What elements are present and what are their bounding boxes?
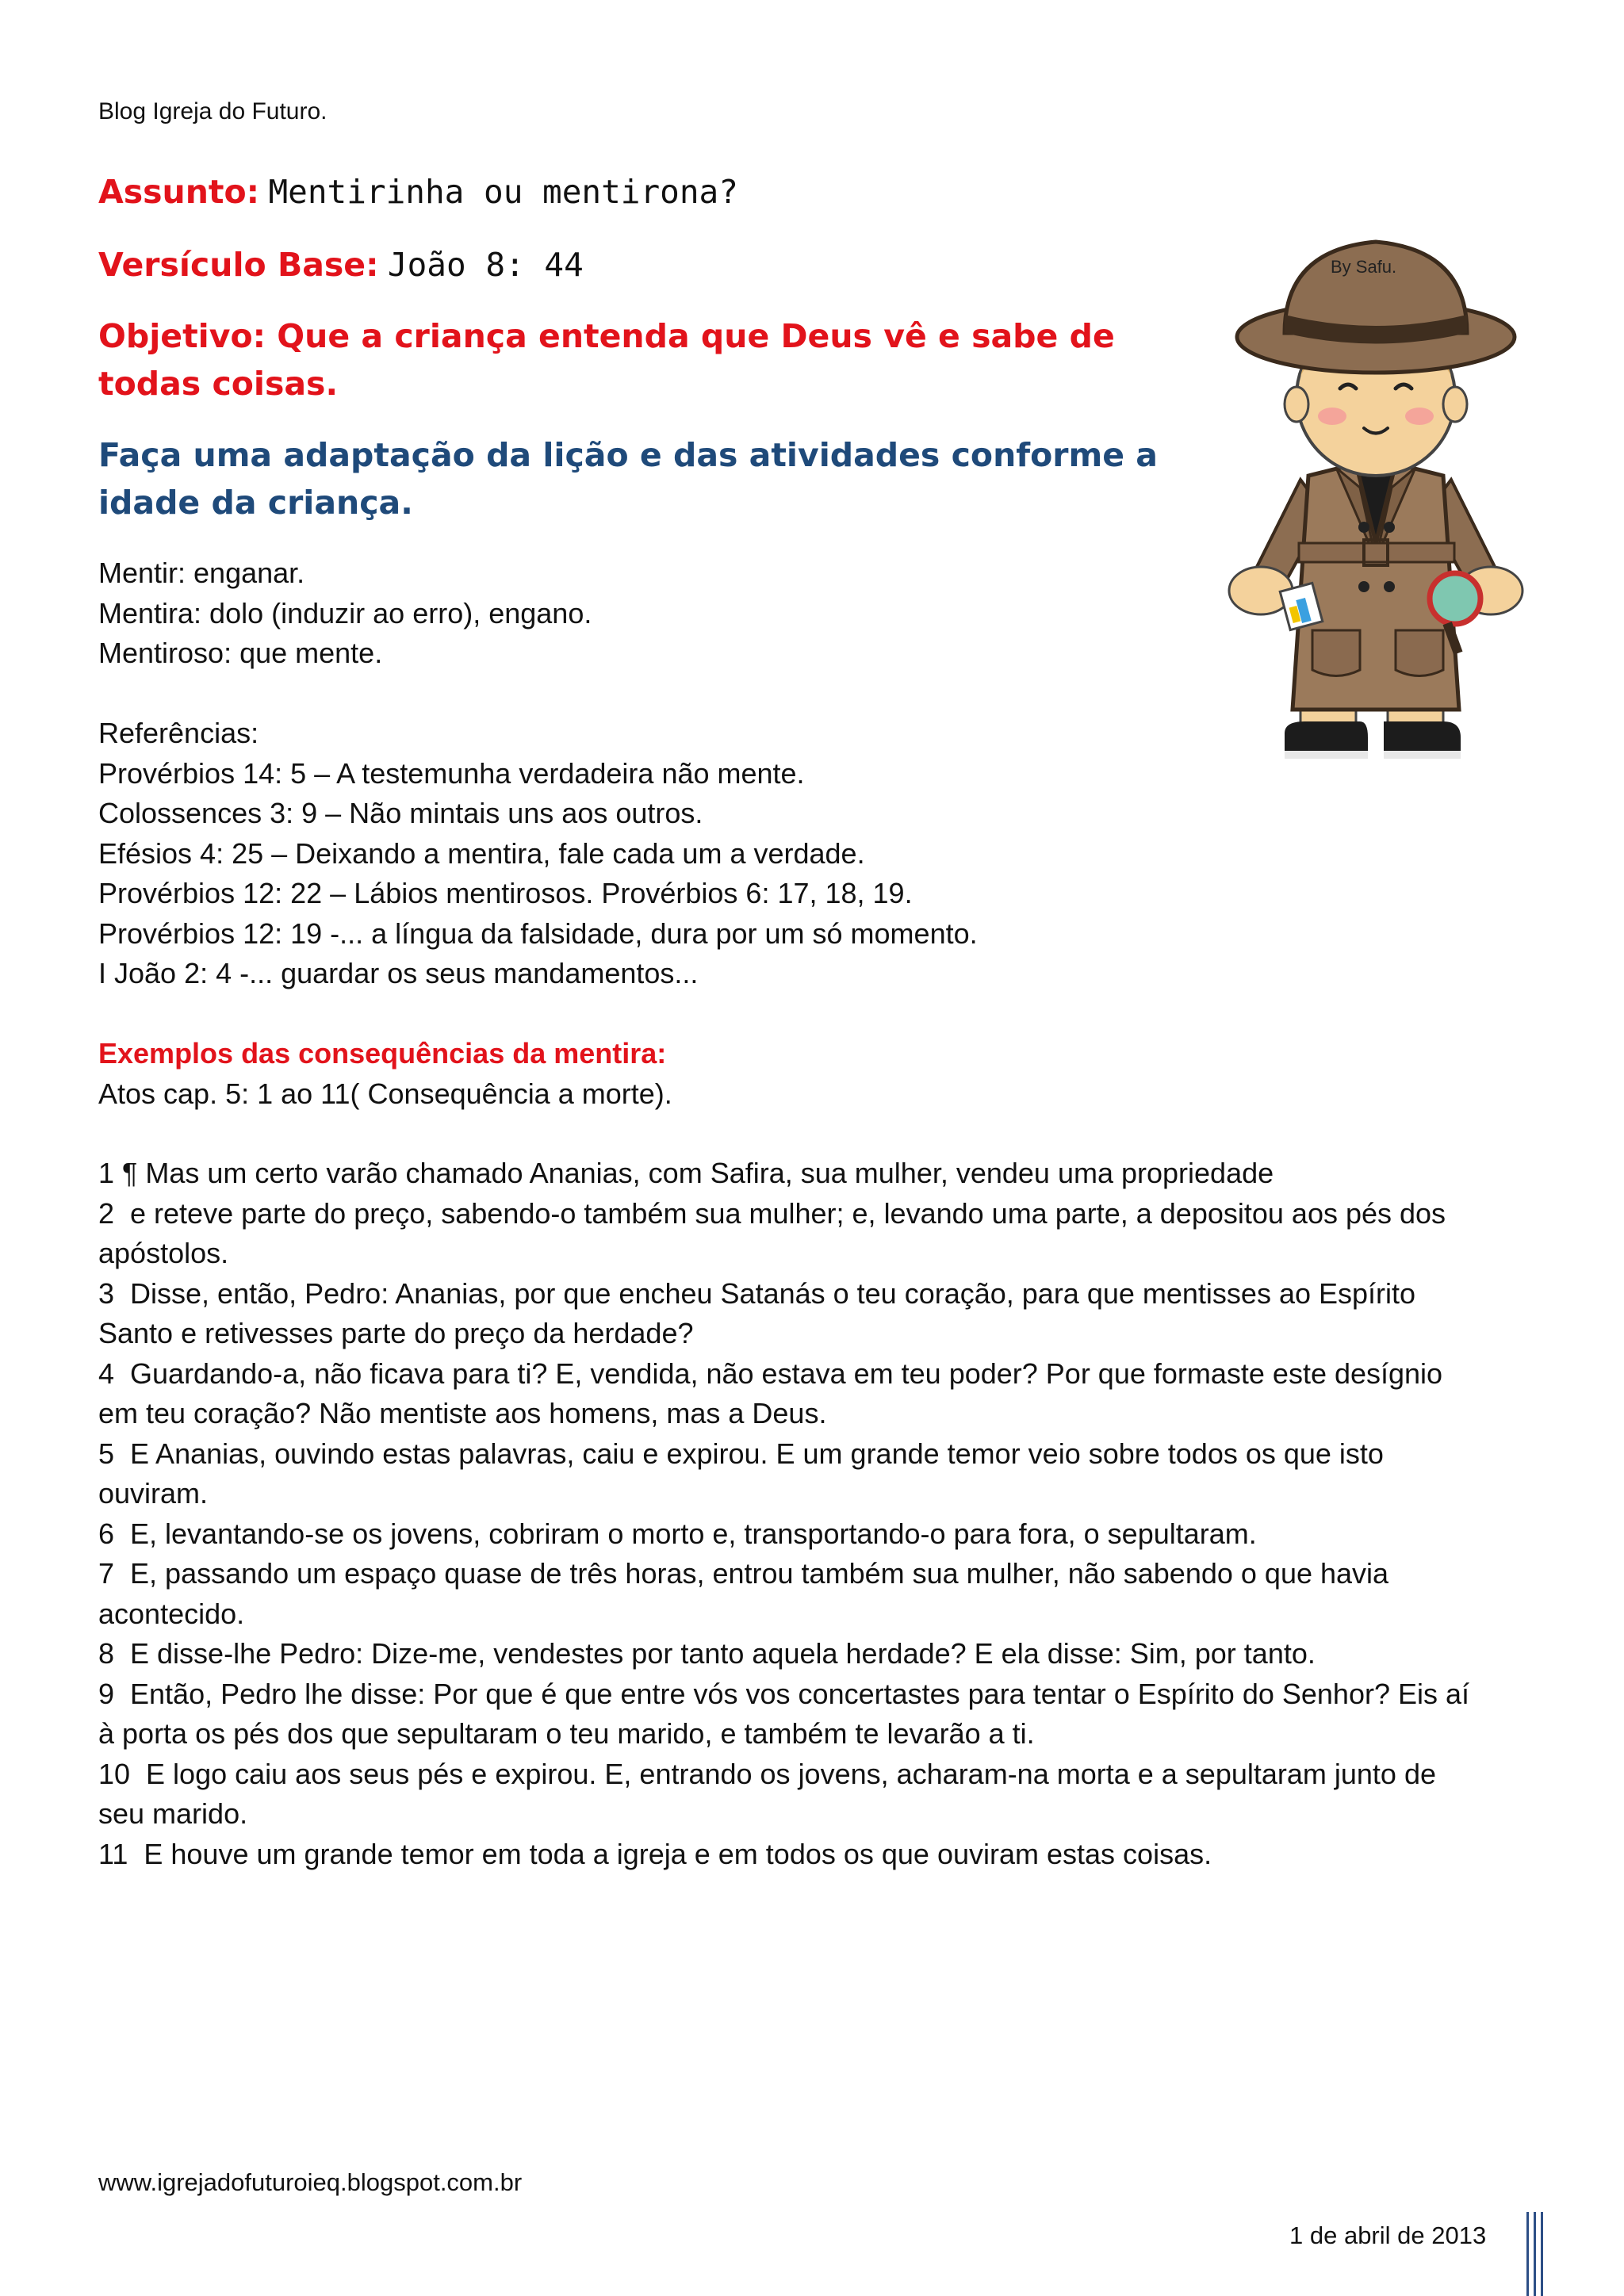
footer-bar	[1526, 2212, 1529, 2296]
reference-item: Colossences 3: 9 – Não mintais uns aos outros.	[98, 797, 703, 829]
bible-verses	[98, 1154, 1526, 1874]
verse-line: 6 E, levantando-se os jovens, cobriram o morto e, transportando-o para fora, o sepultaram.	[98, 1517, 1257, 1550]
verse-line: 4 Guardando-a, não ficava para ti? E, vendida, não estava em teu poder? Por que formaste este desígnio	[98, 1357, 1443, 1390]
verse-line: 11 E houve um grande temor em toda a igreja e em todos os que ouviram estas coisas.	[98, 1837, 1212, 1870]
verse-line: 5 E Ananias, ouvindo estas palavras, caiu e expirou. E um grande temor veio sobre todos os que isto	[98, 1437, 1384, 1470]
verse-line: Santo e retivesses parte do preço da herdade?	[98, 1317, 694, 1349]
base-verse-label: Versículo Base:	[98, 246, 379, 284]
verse-line: seu marido.	[98, 1797, 248, 1830]
verse-line: acontecido.	[98, 1597, 245, 1630]
adaptation-note: Faça uma adaptação da lição e das atividades conforme a idade da criança.	[98, 436, 1158, 522]
verse-line: 8 E disse-lhe Pedro: Dize-me, vendestes por tanto aquela herdade? E ela disse: Sim, por tanto.	[98, 1637, 1316, 1670]
illustration-credit: By Safu.	[1331, 257, 1397, 277]
footer-bar	[1541, 2212, 1543, 2296]
examples-subtitle: Atos cap. 5: 1 ao 11( Consequência a morte).	[98, 1077, 672, 1110]
footer-date: 1 de abril de 2013	[1289, 2221, 1487, 2249]
reference-item: Efésios 4: 25 – Deixando a mentira, fale cada um a verdade.	[98, 836, 865, 870]
verse-line: em teu coração? Não mentiste aos homens, mas a Deus.	[98, 1397, 827, 1429]
examples-section	[98, 1034, 1526, 1114]
definition-line: Mentiroso: que mente.	[98, 637, 383, 669]
base-verse-line	[98, 241, 584, 289]
examples-title: Exemplos das consequências da mentira:	[98, 1037, 667, 1070]
verse-line: 7 E, passando um espaço quase de três horas, entrou também sua mulher, não sabendo o que havia	[98, 1557, 1389, 1590]
base-verse-value: João 8: 44	[387, 246, 584, 284]
reference-item: Provérbios 12: 19 -... a língua da falsidade, dura por um só momento.	[98, 916, 978, 950]
footer-decoration-bars	[1526, 2212, 1550, 2296]
objective: Objetivo: Que a criança entenda que Deus vê e sabe de todas coisas.	[98, 317, 1115, 403]
verse-line: apóstolos.	[98, 1237, 229, 1269]
blog-name: Blog Igreja do Futuro.	[98, 98, 327, 124]
definition-line: Mentira: dolo (induzir ao erro), engano.	[98, 596, 592, 629]
detective-icon	[1205, 226, 1546, 781]
subject-label: Assunto:	[98, 173, 260, 211]
definition-line: Mentir: enganar.	[98, 557, 305, 589]
references-title: Referências:	[98, 717, 259, 749]
subject-line	[98, 168, 738, 216]
verse-line: 2 e reteve parte do preço, sabendo-o também sua mulher; e, levando uma parte, a depositou aos pés dos	[98, 1196, 1446, 1230]
subject-value: Mentirinha ou mentirona?	[268, 173, 738, 211]
verse-line: 9 Então, Pedro lhe disse: Por que é que entre vós vos concertastes para tentar o Espírito do Senhor? Eis aí	[98, 1677, 1470, 1710]
verse-line: ouviram.	[98, 1477, 209, 1510]
reference-item: Provérbios 14: 5 – A testemunha verdadeira não mente.	[98, 756, 805, 790]
reference-item: I João 2: 4 -... guardar os seus mandamentos...	[98, 957, 699, 989]
verse-line: 1 ¶ Mas um certo varão chamado Ananias, com Safira, sua mulher, vendeu uma propriedade	[98, 1157, 1274, 1189]
verse-line: 10 E logo caiu aos seus pés e expirou. E, entrando os jovens, acharam-na morta e a sepultaram junto de	[98, 1757, 1436, 1790]
reference-item: Provérbios 12: 22 – Lábios mentirosos. Provérbios 6: 17, 18, 19.	[98, 877, 913, 909]
verse-line: 3 Disse, então, Pedro: Ananias, por que encheu Satanás o teu coração, para que mentisses ao Espírito	[98, 1276, 1416, 1310]
footer-url: www.igrejadofuturoieq.blogspot.com.br	[98, 2168, 523, 2196]
verse-line: à porta os pés dos que sepultaram o teu marido, e também te levarão a ti.	[98, 1717, 1035, 1750]
footer-bar	[1534, 2212, 1536, 2296]
